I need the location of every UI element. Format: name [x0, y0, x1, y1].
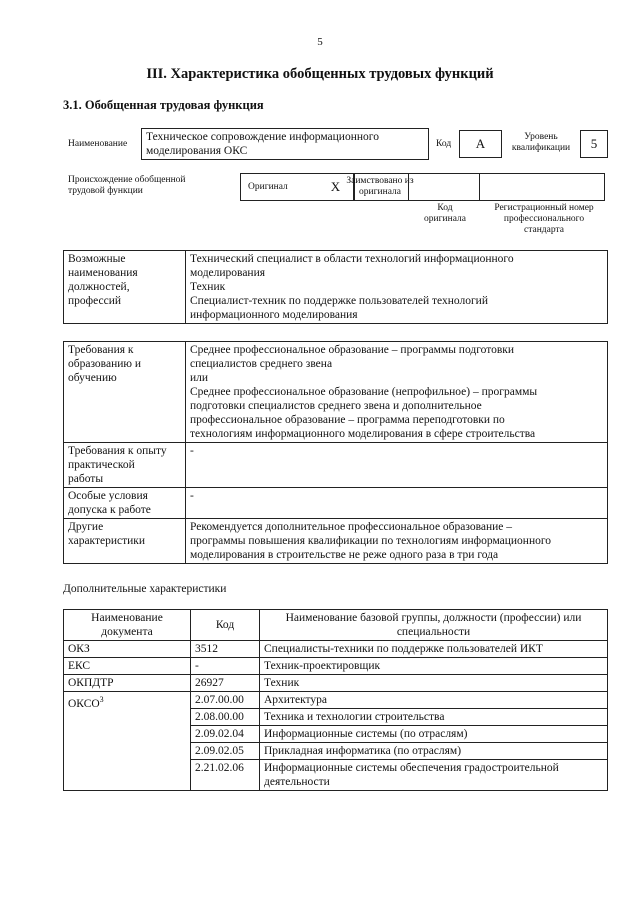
doc-cell-okso [64, 692, 191, 791]
req-education-label: Требования к образованию и обучению [64, 342, 186, 443]
table-header-row [64, 610, 608, 641]
header-name: Наименование базовой группы, должности (профессии) или специальности [260, 610, 608, 641]
code-cell: - [191, 658, 260, 675]
code-cell: 2.07.00.00 [191, 692, 260, 709]
positions-value: Технический специалист в области технологий информационного моделирования Техник Специалист-техник по поддержке пользователей технологий информационного моделирования [186, 251, 608, 324]
name-cell: Информационные системы обеспечения градостроительной деятельности [260, 760, 608, 791]
origin-code-cell [408, 173, 480, 201]
borrowed-label: Заимствовано из оригинала [346, 176, 414, 197]
name-cell: Информационные системы (по отраслям) [260, 726, 608, 743]
name-cell: Техника и технологии строительства [260, 709, 608, 726]
positions-table [63, 250, 608, 324]
section-title: III. Характеристика обобщенных трудовых функций [146, 66, 494, 82]
req-education-value: Среднее профессиональное образование – программы подготовки специалистов среднего звена или Среднее профессиональное образование (непрофильное) – программы подготовки специалистов среднего звена и дополнительное профессиональное образование – программа переподготовки по технологиям информационного моделирования в сфере строительства [186, 342, 608, 443]
doc-cell: ЕКС [64, 658, 191, 675]
req-conditions-value: - [186, 488, 608, 519]
level-value: 5 [580, 130, 608, 158]
code-cell: 3512 [191, 641, 260, 658]
table-row [64, 692, 608, 709]
req-other-label: Другие характеристики [64, 519, 186, 564]
requirements-table [63, 341, 608, 564]
additional-table [63, 609, 608, 791]
code-cell: 2.09.02.05 [191, 743, 260, 760]
origin-table [240, 173, 605, 201]
name-value: Техническое сопровождение информационного моделирования ОКС [141, 128, 429, 160]
code-label: Код [436, 139, 452, 149]
table-row [64, 519, 608, 564]
doc-cell: ОКЗ [64, 641, 191, 658]
table-row [64, 675, 608, 692]
req-experience-value: - [186, 443, 608, 488]
reg-caption: Регистрационный номер профессионального стандарта [494, 203, 594, 235]
name-cell: Специалисты-техники по поддержке пользователей ИКТ [260, 641, 608, 658]
header-document: Наименование документа [64, 610, 191, 641]
name-label: Наименование [68, 139, 128, 149]
code-caption: Код оригинала [424, 203, 466, 224]
header-code: Код [191, 610, 260, 641]
level-label: Уровень квалификации [511, 132, 571, 153]
code-cell: 2.09.02.04 [191, 726, 260, 743]
original-mark: X [318, 173, 354, 201]
additional-title: Дополнительные характеристики [63, 583, 227, 595]
name-cell: Техник-проектировщик [260, 658, 608, 675]
code-cell: 2.21.02.06 [191, 760, 260, 791]
original-label: Оригинал [248, 182, 288, 192]
req-conditions-label: Особые условия допуска к работе [64, 488, 186, 519]
table-row [64, 658, 608, 675]
subsection-title: 3.1. Обобщенная трудовая функция [63, 98, 264, 112]
code-cell: 26927 [191, 675, 260, 692]
table-row [64, 488, 608, 519]
table-row [64, 443, 608, 488]
origin-label: Происхождение обобщенной трудовой функции [68, 175, 186, 196]
table-row [64, 641, 608, 658]
positions-label: Возможные наименования должностей, профессий [64, 251, 186, 324]
name-cell: Архитектура [260, 692, 608, 709]
code-value: А [459, 130, 502, 158]
name-cell: Прикладная информатика (по отраслям) [260, 743, 608, 760]
req-experience-label: Требования к опыту практической работы [64, 443, 186, 488]
name-cell: Техник [260, 675, 608, 692]
reg-number-cell [479, 173, 605, 201]
code-cell: 2.08.00.00 [191, 709, 260, 726]
footnote-mark: 3 [99, 695, 104, 704]
table-row [64, 251, 608, 324]
doc-cell: ОКПДТР [64, 675, 191, 692]
req-other-value: Рекомендуется дополнительное профессиональное образование – программы повышения квалификации по технологиям информационного моделирования в строительстве не реже одного раза в три года [186, 519, 608, 564]
page-number: 5 [317, 36, 323, 48]
doc-okso-text: ОКСО [68, 697, 100, 710]
table-row [64, 342, 608, 443]
